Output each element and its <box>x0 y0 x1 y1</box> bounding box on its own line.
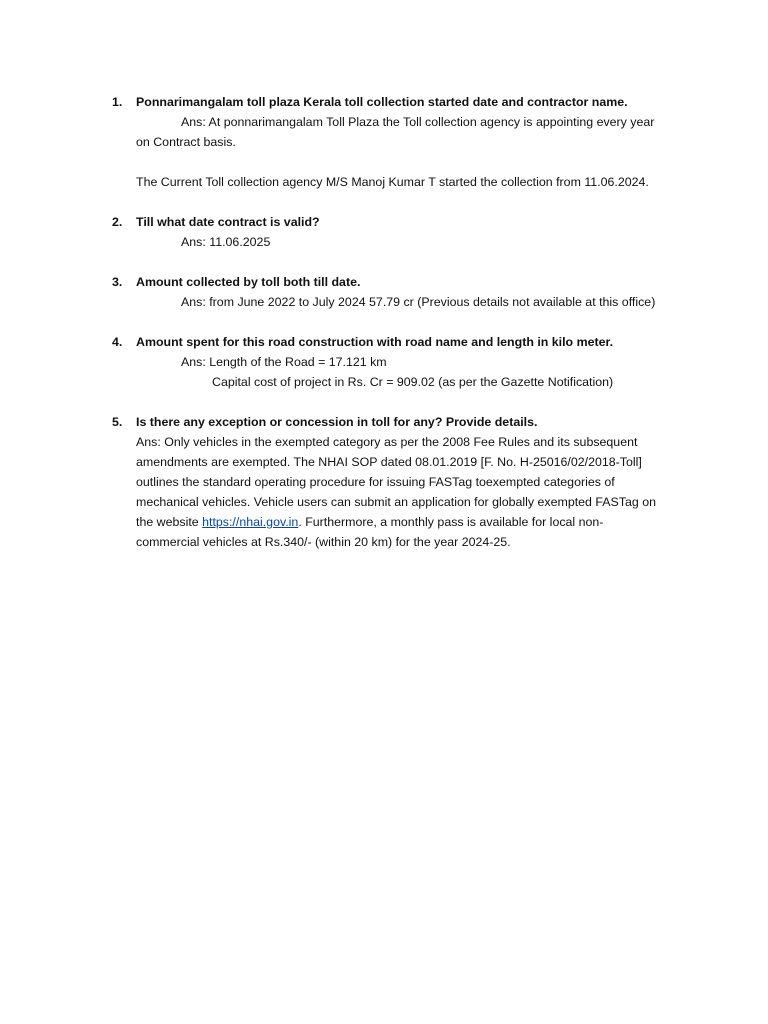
answer-text: Ans: At ponnarimangalam Toll Plaza the Toll collection agency is appointing every year <box>181 115 655 129</box>
answer-text: amendments are exempted. The NHAI SOP dated 08.01.2019 [F. No. H-25016/02/2018-Toll] <box>136 455 642 469</box>
question-text: Amount collected by toll both till date. <box>136 275 361 289</box>
answer-text: Capital cost of project in Rs. Cr = 909.02 (as per the Gazette Notification) <box>212 375 614 389</box>
answer-text: The Current Toll collection agency M/S Manoj Kumar T started the collection from 11.06.2024. <box>136 175 649 189</box>
answer-text-with-link <box>136 512 603 532</box>
answer-text: the website <box>136 515 203 529</box>
answer-text: outlines the standard operating procedure for issuing FASTag toexempted categories of <box>136 475 615 489</box>
item-number: 5. <box>112 415 123 429</box>
answer-text: . Furthermore, a monthly pass is available for local non- <box>298 515 604 529</box>
answer-text: Ans: Length of the Road = 17.121 km <box>181 355 387 369</box>
answer-text: Ans: Only vehicles in the exempted category as per the 2008 Fee Rules and its subsequent <box>136 435 638 449</box>
item-number: 4. <box>112 335 123 349</box>
answer-text: Ans: 11.06.2025 <box>181 235 271 249</box>
item-number: 2. <box>112 215 123 229</box>
answer-text: on Contract basis. <box>136 135 236 149</box>
question-text: Ponnarimangalam toll plaza Kerala toll collection started date and contractor name. <box>136 95 628 109</box>
answer-text: mechanical vehicles. Vehicle users can submit an application for globally exempted FASTag on <box>136 495 657 509</box>
nhai-website-link[interactable]: https://nhai.gov.in <box>202 515 299 529</box>
question-text: Amount spent for this road construction with road name and length in kilo meter. <box>136 335 614 349</box>
answer-text: commercial vehicles at Rs.340/- (within 20 km) for the year 2024-25. <box>136 535 511 549</box>
answer-text: Ans: from June 2022 to July 2024 57.79 cr (Previous details not available at this office) <box>181 295 656 309</box>
item-number: 3. <box>112 275 123 289</box>
question-text: Till what date contract is valid? <box>136 215 320 229</box>
item-number: 1. <box>112 95 123 109</box>
question-text: Is there any exception or concession in toll for any? Provide details. <box>136 415 538 429</box>
